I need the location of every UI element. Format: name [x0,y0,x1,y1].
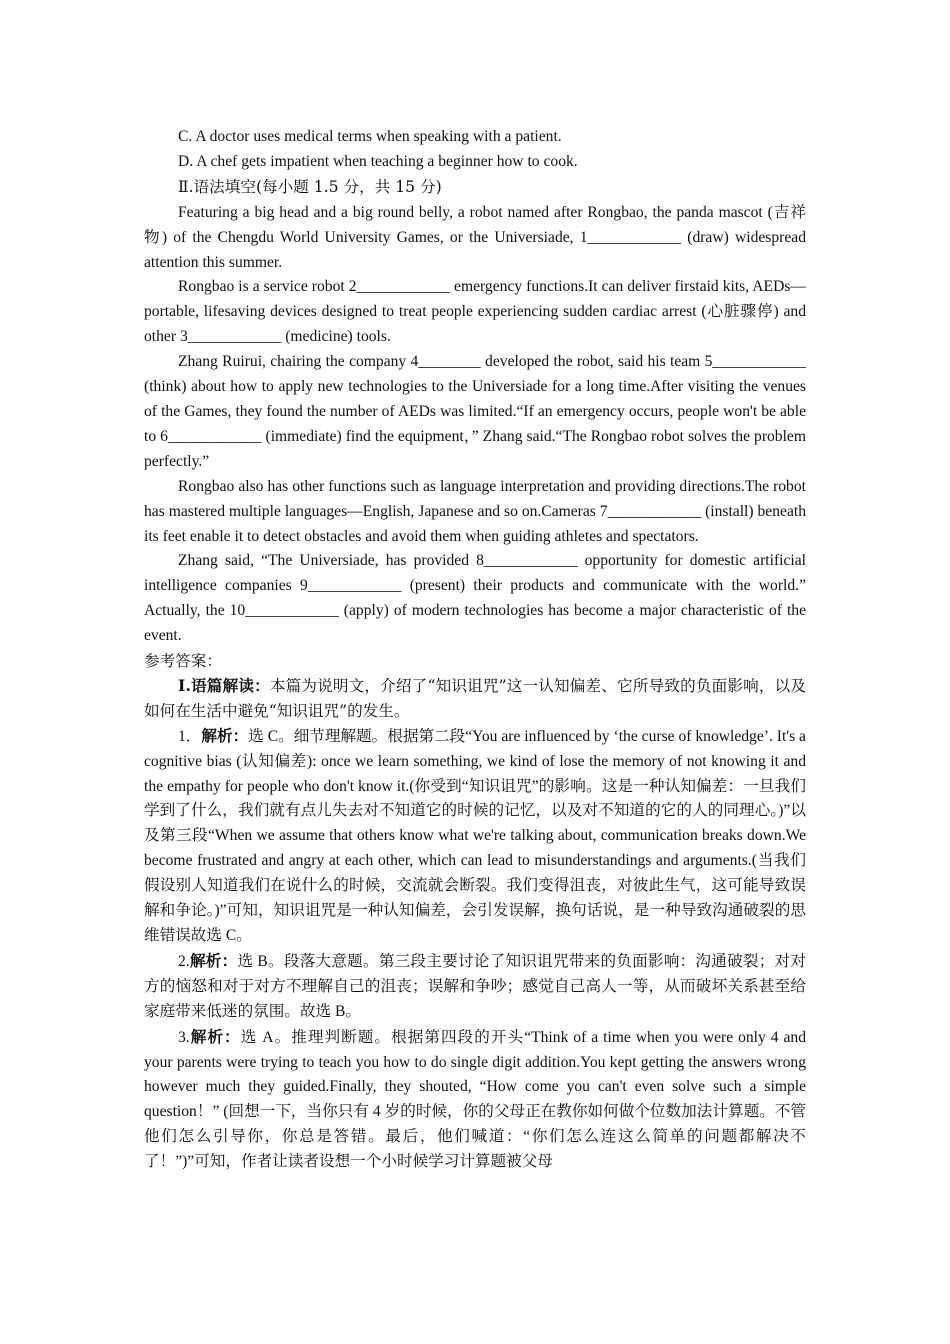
answer-item [144,949,806,1025]
option-c: C. A doctor uses medical terms when speaking with a patient. [178,128,562,145]
answer-label: 解析： [189,1026,241,1046]
answer-label: 解析： [189,950,238,970]
answers-heading: 参考答案： [144,652,222,671]
intro-label: Ⅰ.语篇解读： [178,675,270,695]
passage-paragraph: Featuring a big head and a big round belly, a robot named after Rongbao, the panda mascot (吉祥物) of the Chengdu World University Games, or the Universiade, 1____________ (draw) widespread attention this summer. [144,203,806,271]
answer-item [144,724,806,949]
answer-label: 解析： [201,725,249,745]
answer-number: 3. [178,1028,190,1046]
answer-number: 1． [178,727,202,745]
answer-text: 选 B。段落大意题。第三段主要讨论了知识诅咒带来的负面影响：沟通破裂；对对方的恼怒和对于对方不理解自己的沮丧；误解和争吵；感觉自己高人一等，从而破坏关系甚至给家庭带来低迷的氛围。故选 B。 [144,952,806,1020]
option-d: D. A chef gets impatient when teaching a beginner how to cook. [178,152,578,170]
passage-paragraph: Zhang said, “The Universiade, has provided 8____________ opportunity for domestic artificial intelligence companies 9____________ (present) their products and communicate with the world.” Actually, the 10____________ (apply) of modern technologies has become a major characteristic of the event. [144,552,806,645]
intro-text: 本篇为说明文，介绍了“知识诅咒”这一认知偏差、它所导致的负面影响，以及如何在生活中避免“知识诅咒”的发生。 [144,676,806,720]
passage-paragraph: Zhang Ruirui, chairing the company 4________ developed the robot, said his team 5____________ (think) about how to apply new technologies to the Universiade for a long time.After visiting the venues of the Games, they found the number of AEDs was limited.“If an emergency occurs, people won't be able to 6____________ (immediate) find the equipment，” Zhang said.“The Rongbao robot solves the problem perfectly.” [144,353,806,470]
section-note: (每小题 1.5 分，共 15 分) [255,177,442,196]
passage-paragraph: Rongbao is a service robot 2____________ emergency functions.It can deliver firstaid kits, AEDs—portable, lifesaving devices designed to treat people experiencing sudden cardiac arrest (心脏骤停) and other 3____________ (medicine) tools. [144,278,806,346]
answer-number: 2. [178,952,190,970]
answer-text: 选 A。推理判断题。根据第四段的开头“Think of a time when you were only 4 and your parents were trying to teach you how to do single digit addition.You kept getting the answers wrong however much they guided.Finally, they shouted, “How come you can't even solve such a simple question！” (回想一下，当你只有 4 岁的时候，你的父母正在教你如何做个位数加法计算题。不管他们怎么引导你，你总是答错。最后，他们喊道：“你们怎么连这么简单的问题都解决不了！”)”可知，作者让读者设想一个小时候学习计算题被父母 [144,1028,806,1171]
section-title: Ⅱ.语法填空 [178,177,256,196]
answer-text: 选 C。细节理解题。根据第二段“You are influenced by ‘the curse of knowledge’. It's a cognitive bias (认知偏差): once we learn something, we kind of lose the memory of not knowing it and the empathy for people who don't know it.(你受到“知识诅咒”的影响。这是一种认知偏差：一旦我们学到了什么，我们就有点儿失去对不知道它的时候的记忆，以及对不知道的它的人的同理心。)”以及第三段“When we assume that others know what we're talking about, communication breaks down.We become frustrated and angry at each other, which can lead to misunderstandings and arguments.(当我们假设别人知道我们在说什么的时候，交流就会断裂。我们变得沮丧，对彼此生气，这可能导致误解和争论。)”可知，知识诅咒是一种认知偏差，会引发误解，换句话说，是一种导致沟通破裂的思维错误故选 C。 [144,727,806,944]
answers-intro [144,674,806,724]
section-heading [144,175,806,201]
document-page [144,125,806,1175]
passage-paragraph: Rongbao also has other functions such as language interpretation and providing directions.The robot has mastered multiple languages—English, Japanese and so on.Cameras 7____________ (install) beneath its feet enable it to detect obstacles and avoid them when guiding athletes and spectators. [144,477,806,545]
answer-item [144,1025,806,1175]
